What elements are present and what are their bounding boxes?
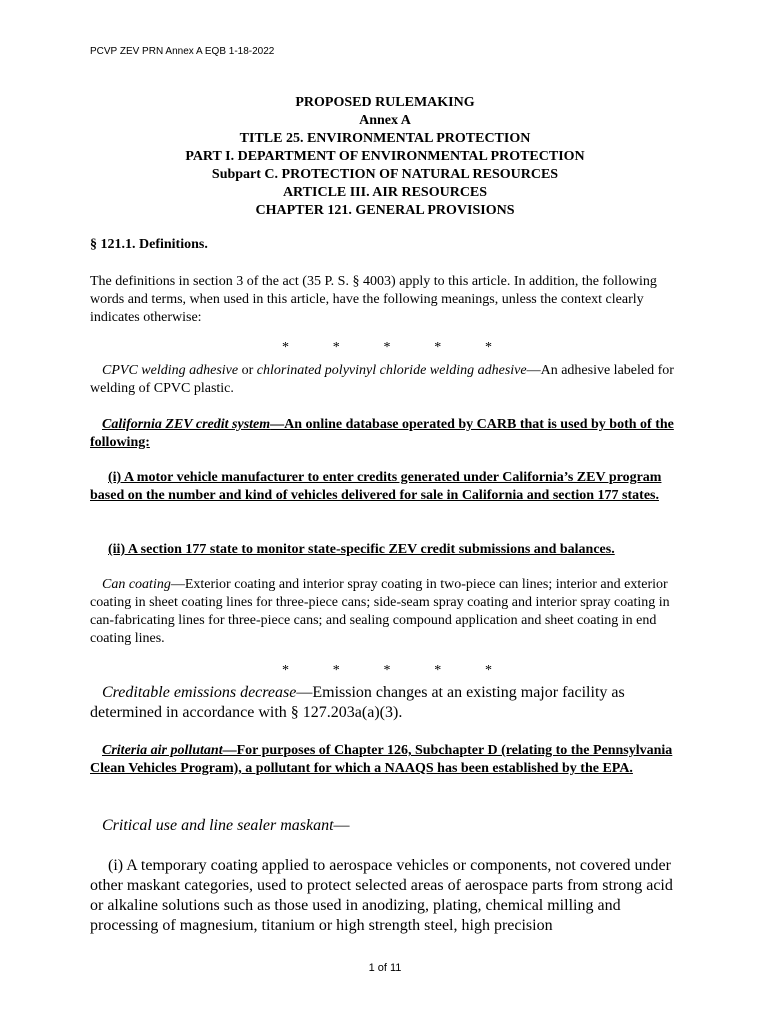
definition-creditable-emissions	[90, 683, 682, 723]
heading-line: Subpart C. PROTECTION OF NATURAL RESOURCES	[211, 167, 559, 182]
heading-line: Annex A	[359, 113, 411, 128]
term: Creditable emissions decrease	[102, 684, 297, 701]
star: *	[485, 663, 492, 678]
item-text: (ii) A section 177 state to monitor state-specific ZEV credit submissions and balances.	[108, 542, 615, 557]
heading-line: CHAPTER 121. GENERAL PROVISIONS	[255, 203, 515, 218]
critical-use-item-i	[90, 856, 682, 936]
item-text: (i) A temporary coating applied to aerospace vehicles or components, not covered under other maskant categories, used to protect selected areas of aerospace parts from strong acid or alkaline solutions such as those used in anodizing, plating, chemical milling and processing of magnesium, titanium or high strength steel, high precision	[90, 857, 673, 934]
definition-text: —For purposes of Chapter 126, Subchapter D (relating to the Pennsylvania Clean Vehicles Program), a pollutant for which a NAAQS has been established by the EPA.	[90, 743, 673, 776]
term: California ZEV credit system	[102, 417, 271, 432]
definition-can-coating	[90, 576, 682, 648]
california-item-i	[90, 469, 682, 505]
document-header: PCVP ZEV PRN Annex A EQB 1-18-2022	[90, 46, 275, 57]
heading-line: ARTICLE III. AIR RESOURCES	[282, 185, 488, 200]
item-text: (i) A motor vehicle manufacturer to enter credits generated under California’s ZEV program based on the number and kind of vehicles delivered for sale in California and section 177 states.	[90, 470, 662, 503]
definition-critical-use	[90, 816, 682, 836]
definition-dash: —	[333, 817, 350, 834]
intro-paragraph: The definitions in section 3 of the act (35 P. S. § 4003) apply to this article. In addition, the following words and terms, when used in this article, have the following meanings, unless the context clearly indicates otherwise:	[90, 274, 657, 325]
heading-line: TITLE 25. ENVIRONMENTAL PROTECTION	[239, 131, 531, 146]
term: Criteria air pollutant	[102, 743, 223, 758]
term: Critical use and line sealer maskant	[102, 817, 334, 834]
star: *	[282, 340, 289, 355]
star: *	[485, 340, 492, 355]
star: *	[434, 340, 442, 355]
omission-stars	[282, 340, 492, 356]
star: *	[434, 663, 442, 678]
omission-stars	[282, 663, 492, 679]
definition-text: —Exterior coating and interior spray coating in two-piece can lines; interior and exterior coating in sheet coating lines for three-piece cans; side-seam spray coating and interior spray coating in can-fabricating lines for three-piece cans; and sealing compound application and sheet coating in end coating lines.	[90, 577, 670, 646]
definition-california-zev	[90, 416, 682, 452]
definition-text: —An online database operated by CARB that is used by both of the following:	[90, 417, 674, 450]
term: CPVC welding adhesive	[102, 363, 239, 378]
california-item-ii	[90, 541, 682, 559]
term: Can coating	[102, 577, 171, 592]
star: *	[332, 663, 340, 678]
rulemaking-heading	[90, 94, 680, 220]
connector: or	[238, 363, 257, 378]
definition-criteria-air-pollutant	[90, 742, 682, 778]
star: *	[383, 340, 391, 355]
page-number: 1 of 11	[368, 962, 402, 974]
star: *	[332, 340, 340, 355]
heading-line: PART I. DEPARTMENT OF ENVIRONMENTAL PROTECTION	[185, 149, 585, 164]
heading-line: PROPOSED RULEMAKING	[295, 95, 475, 110]
term: chlorinated polyvinyl chloride welding adhesive	[256, 363, 527, 378]
star: *	[282, 663, 289, 678]
star: *	[383, 663, 391, 678]
definition-text: —Emission changes at an existing major facility as determined in accordance with § 127.203a(a)(3).	[90, 684, 625, 721]
section-title: § 121.1. Definitions.	[90, 237, 208, 252]
definition-text: —An adhesive labeled for welding of CPVC plastic.	[90, 363, 674, 396]
definition-cpvc	[90, 362, 682, 398]
